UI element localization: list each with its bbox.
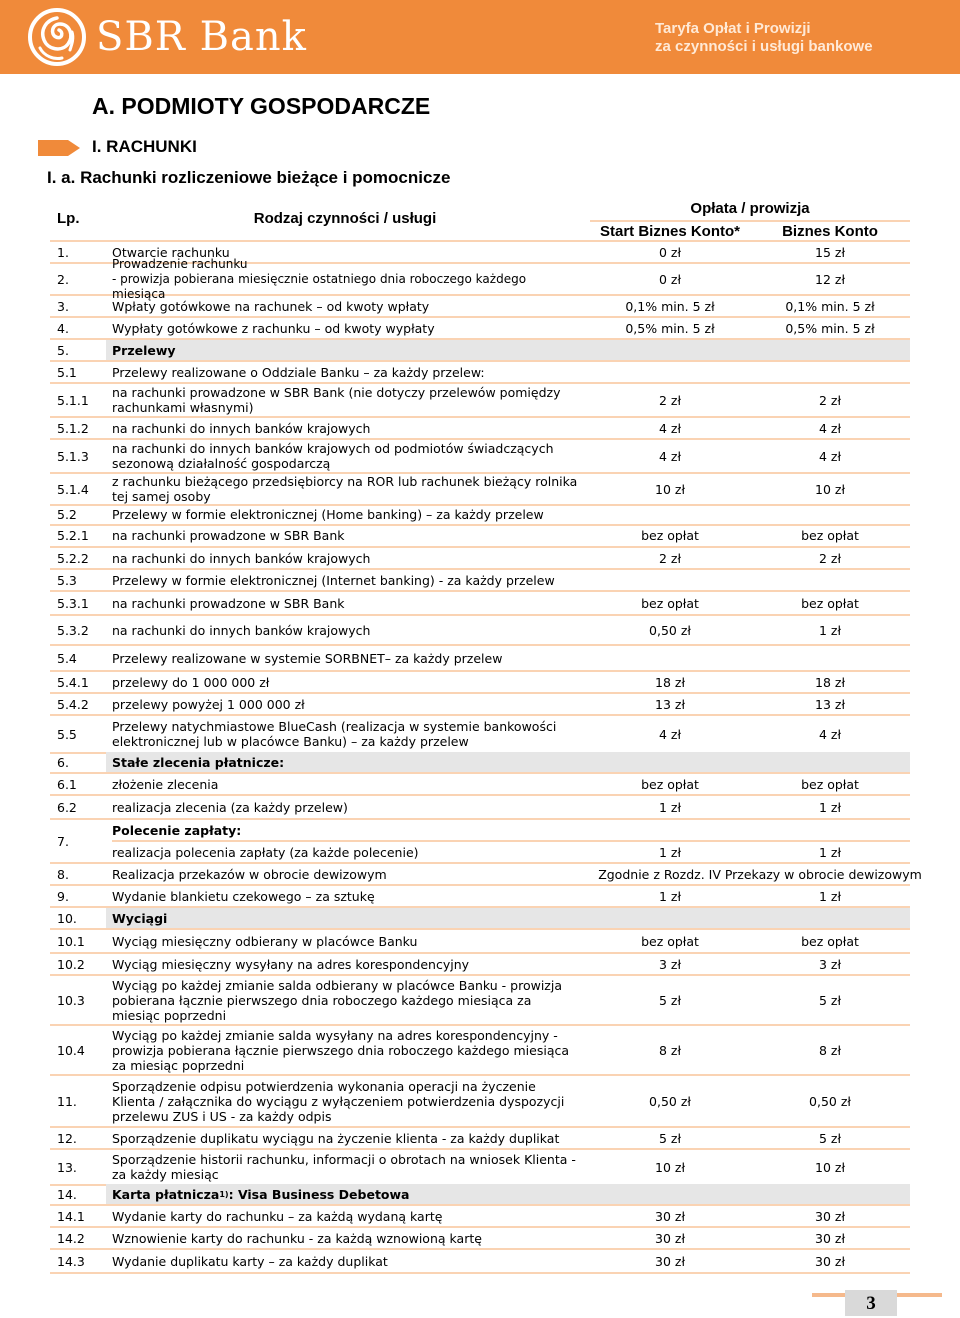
row-description: Prowadzenie rachunku - prowizja pobierana miesięcznie ostatniego dnia roboczego każdego miesiąca [112, 256, 527, 301]
table-row [50, 646, 910, 672]
table-row [50, 954, 910, 976]
table-section-row [50, 1184, 910, 1206]
table-row [50, 504, 910, 526]
row-description: Wznowienie karty do rachunku - za każdą wznowioną kartę [112, 1230, 482, 1246]
row-fee-biznes-konto: 0,50 zł [809, 1093, 851, 1109]
row-description: Wpłaty gotówkowe na rachunek – od kwoty wpłaty [112, 298, 430, 314]
row-lp: 14. [57, 1186, 77, 1202]
table-row [50, 842, 910, 862]
row-fee-biznes-konto: 4 zł [818, 726, 842, 742]
row-fee-start-biznes: 30 zł [655, 1208, 685, 1224]
row-lp: 5.4 [57, 650, 77, 666]
table-row-group [50, 820, 910, 864]
row-fee-start-biznes: 1 zł [658, 888, 682, 904]
row-fee-biznes-konto: bez opłat [801, 595, 859, 611]
row-fee-start-biznes: 0,5% min. 5 zł [625, 320, 715, 336]
table-section-row [50, 340, 910, 362]
table-row [50, 774, 910, 796]
row-fee-merged: Zgodnie z Rozdz. IV Przekazy w obrocie dewizowym [598, 866, 922, 882]
row-fee-biznes-konto: 12 zł [815, 271, 845, 287]
rose-logo-icon [26, 8, 88, 66]
row-lp: 3. [57, 298, 69, 314]
card-label: Karta płatnicza [112, 1186, 220, 1202]
row-fee-start-biznes: 10 zł [655, 481, 685, 497]
row-lp: 5.1 [57, 364, 77, 380]
row-fee-biznes-konto: 5 zł [818, 992, 842, 1008]
row-fee-start-biznes: 0,50 zł [649, 622, 691, 638]
row-lp: 2. [57, 271, 69, 287]
table-row [50, 296, 910, 318]
table-row [50, 672, 910, 694]
row-lp: 13. [57, 1159, 77, 1175]
row-description: na rachunki prowadzone w SBR Bank (nie dotyczy przelewów pomiędzy rachunkami własnymi) [112, 385, 561, 415]
row-description: Wypłaty gotówkowe z rachunku – od kwoty wypłaty [112, 320, 435, 336]
row-lp: 4. [57, 320, 69, 336]
row-fee-biznes-konto: bez opłat [801, 933, 859, 949]
row-fee-start-biznes: bez opłat [641, 595, 699, 611]
row-fee-start-biznes: 1 zł [658, 844, 682, 860]
row-fee-start-biznes: 0,1% min. 5 zł [625, 298, 715, 314]
table-row [50, 1250, 910, 1274]
row-description: Polecenie zapłaty: [112, 822, 242, 838]
table-row [50, 384, 910, 418]
table-row [50, 318, 910, 340]
row-fee-biznes-konto: 10 zł [815, 1159, 845, 1175]
row-lp: 5.3 [57, 572, 77, 588]
row-fee-biznes-konto: 10 zł [815, 481, 845, 497]
row-lp: 11. [57, 1093, 77, 1109]
row-fee-start-biznes: 4 zł [658, 448, 682, 464]
table-row [50, 616, 910, 646]
row-description: na rachunki prowadzone w SBR Bank [112, 595, 345, 611]
row-lp: 5.1.1 [57, 392, 89, 408]
page-header [0, 0, 960, 74]
row-fee-biznes-konto: 4 zł [818, 420, 842, 436]
row-lp: 5. [57, 342, 69, 358]
bank-name: SBR Bank [96, 14, 307, 60]
table-row [50, 930, 910, 954]
table-row [50, 548, 910, 570]
row-lp: 1. [57, 244, 69, 260]
row-description: Wyciąg po każdej zmianie salda odbierany w placówce Banku - prowizja pobierana łącznie pierwszego dnia roboczego każdego miesiąca za miesiąc poprzedni [112, 977, 563, 1023]
row-lp: 5.2 [57, 506, 77, 522]
row-lp: 10. [57, 910, 77, 926]
row-lp: 5.2.1 [57, 527, 89, 543]
row-lp: 6.1 [57, 776, 77, 792]
table-row [50, 1150, 910, 1186]
row-description: przelewy do 1 000 000 zł [112, 674, 270, 690]
table-row [50, 716, 910, 754]
table-row [50, 440, 910, 474]
row-fee-start-biznes: 0 zł [658, 271, 682, 287]
row-fee-biznes-konto: 18 zł [815, 674, 845, 690]
row-fee-biznes-konto: 4 zł [818, 448, 842, 464]
row-description: Wydanie duplikatu karty – za każdy duplikat [112, 1253, 388, 1269]
column-description-header: Rodzaj czynności / usługi [253, 210, 437, 227]
row-description: Przelewy w formie elektronicznej (Home banking) – za każdy przelew [112, 506, 544, 522]
table-row [50, 256, 910, 301]
row-description: realizacja polecenia zapłaty (za każde polecenie) [112, 844, 419, 860]
tagline-line-1: Taryfa Opłat i Prowizji [655, 20, 811, 37]
row-description: na rachunki do innych banków krajowych [112, 550, 371, 566]
row-lp: 5.3.1 [57, 595, 89, 611]
row-lp: 14.2 [57, 1230, 85, 1246]
table-row [50, 864, 922, 886]
table-row [50, 796, 910, 820]
table-row [50, 1206, 910, 1228]
row-lp: 5.4.2 [57, 696, 89, 712]
row-fee-biznes-konto: 13 zł [815, 696, 845, 712]
row-fee-start-biznes: 8 zł [658, 1042, 682, 1058]
row-description: przelewy powyżej 1 000 000 zł [112, 696, 305, 712]
row-description: złożenie zlecenia [112, 776, 219, 792]
row-lp: 10.4 [57, 1042, 85, 1058]
footnote-marker: 1) [219, 1189, 229, 1199]
row-lp: 5.5 [57, 726, 77, 742]
row-description: Wyciąg po każdej zmianie salda wysyłany na adres korespondencyjny - prowizja pobierana łącznie pierwszego dnia roboczego każdego miesiąca za miesiąc poprzedni [112, 1027, 570, 1073]
row-fee-start-biznes: 5 zł [658, 1130, 682, 1146]
row-fee-start-biznes: 30 zł [655, 1253, 685, 1269]
row-description: Realizacja przekazów w obrocie dewizowym [112, 866, 387, 882]
table-row [50, 474, 910, 506]
row-fee-start-biznes: 18 zł [655, 674, 685, 690]
row-fee-biznes-konto: 2 zł [818, 550, 842, 566]
row-fee-biznes-konto: bez opłat [801, 527, 859, 543]
row-fee-start-biznes: 4 zł [658, 726, 682, 742]
row-lp: 10.3 [57, 992, 85, 1008]
row-fee-biznes-konto: 2 zł [818, 392, 842, 408]
row-fee-start-biznes: 2 zł [658, 550, 682, 566]
table-row [50, 1228, 910, 1250]
table-row [50, 418, 910, 440]
subchapter-heading: I. a. Rachunki rozliczeniowe bieżące i pomocnicze [47, 168, 451, 187]
row-lp: 5.4.1 [57, 674, 89, 690]
row-fee-biznes-konto: 5 zł [818, 1130, 842, 1146]
table-row [50, 570, 910, 592]
row-fee-biznes-konto: 30 zł [815, 1253, 845, 1269]
row-lp: 8. [57, 866, 69, 882]
table-row [50, 1128, 910, 1150]
row-description: Wyciąg miesięczny odbierany w placówce Banku [112, 933, 418, 949]
row-lp: 9. [57, 888, 69, 904]
table-section-row [50, 908, 910, 930]
table-row [50, 886, 910, 908]
row-description: Stałe zlecenia płatnicze: [112, 754, 285, 770]
table-row [50, 1026, 910, 1076]
row-description: Wydanie karty do rachunku – za każdą wydaną kartę [112, 1208, 443, 1224]
row-fee-biznes-konto: 15 zł [815, 244, 845, 260]
row-fee-start-biznes: 30 zł [655, 1230, 685, 1246]
row-fee-biznes-konto: 8 zł [818, 1042, 842, 1058]
row-description: Przelewy [112, 342, 176, 358]
row-fee-biznes-konto: 0,5% min. 5 zł [785, 320, 875, 336]
table-section-row [50, 752, 910, 774]
row-fee-biznes-konto: 1 zł [818, 888, 842, 904]
row-lp: 10.2 [57, 956, 85, 972]
column-biznes-konto-header: Biznes Konto [782, 223, 878, 240]
table-row [50, 1076, 910, 1128]
document-tagline [655, 20, 955, 56]
row-lp: 7. [57, 833, 69, 849]
row-fee-start-biznes: 0 zł [658, 244, 682, 260]
row-lp: 5.2.2 [57, 550, 89, 566]
column-fee-group-header: Opłata / prowizja [590, 200, 910, 222]
row-description: Sporządzenie duplikatu wyciągu na życzenie klienta - za każdy duplikat [112, 1130, 560, 1146]
row-description: realizacja zlecenia (za każdy przelew) [112, 799, 348, 815]
row-description: Sporządzenie odpisu potwierdzenia wykonania operacji na życzenie Klienta / załącznika do wyciągu z wyłączeniem potwierdzenia dyspozycji przelewu ZUS i US - za każdy odpis [112, 1078, 565, 1124]
chapter-heading: I. RACHUNKI [92, 137, 197, 156]
row-fee-start-biznes: 10 zł [655, 1159, 685, 1175]
row-lp: 6. [57, 754, 69, 770]
row-description: Przelewy natychmiastowe BlueCash (realizacja w systemie bankowości elektronicznej lub w placówce Banku) – za każdy przelew [112, 719, 557, 749]
row-description: na rachunki do innych banków krajowych [112, 622, 371, 638]
row-fee-biznes-konto: 1 zł [818, 622, 842, 638]
row-fee-start-biznes: bez opłat [641, 527, 699, 543]
row-lp: 5.1.2 [57, 420, 89, 436]
row-fee-start-biznes: 13 zł [655, 696, 685, 712]
row-description: Przelewy realizowane w systemie SORBNET– za każdy przelew [112, 650, 503, 666]
row-lp: 10.1 [57, 933, 85, 949]
row-fee-biznes-konto: 1 zł [818, 799, 842, 815]
row-fee-start-biznes: 4 zł [658, 420, 682, 436]
table-row [50, 362, 910, 384]
section-heading: A. PODMIOTY GOSPODARCZE [92, 93, 431, 119]
row-fee-biznes-konto: bez opłat [801, 776, 859, 792]
table-row [50, 694, 910, 716]
row-fee-start-biznes: 5 zł [658, 992, 682, 1008]
row-lp: 6.2 [57, 799, 77, 815]
table-row [112, 820, 910, 842]
arrow-right-icon [38, 138, 82, 158]
row-description [112, 1184, 582, 1204]
row-description: na rachunki prowadzone w SBR Bank [112, 527, 345, 543]
row-description: na rachunki do innych banków krajowych [112, 420, 371, 436]
row-lp: 14.1 [57, 1208, 85, 1224]
row-description: Wydanie blankietu czekowego – za sztukę [112, 888, 375, 904]
row-description: z rachunku bieżącego przedsiębiorcy na ROR lub rachunek bieżący rolnika tej samej osoby [112, 474, 578, 504]
row-fee-start-biznes: 2 zł [658, 392, 682, 408]
table-row [50, 976, 910, 1026]
row-fee-biznes-konto: 30 zł [815, 1208, 845, 1224]
row-description: Sporządzenie historii rachunku, informacji o obrotach na wniosek Klienta - za każdy miesiąc [112, 1152, 576, 1182]
row-description: Przelewy realizowane o Oddziale Banku – za każdy przelew: [112, 364, 485, 380]
table-row [50, 592, 910, 616]
row-description: Wyciąg miesięczny wysyłany na adres korespondencyjny [112, 956, 470, 972]
table-row [50, 524, 910, 548]
card-type: : Visa Business Debetowa [228, 1186, 410, 1202]
tagline-line-2: za czynności i usługi bankowe [655, 38, 873, 55]
row-lp: 14.3 [57, 1253, 85, 1269]
row-description: na rachunki do innych banków krajowych od podmiotów świadczących sezonową działalność gospodarczą [112, 441, 554, 471]
row-fee-biznes-konto: 0,1% min. 5 zł [785, 298, 875, 314]
column-lp-header: Lp. [57, 210, 80, 227]
row-lp: 12. [57, 1130, 77, 1146]
row-fee-start-biznes: 1 zł [658, 799, 682, 815]
row-fee-start-biznes: bez opłat [641, 776, 699, 792]
row-fee-start-biznes: 0,50 zł [649, 1093, 691, 1109]
row-fee-biznes-konto: 30 zł [815, 1230, 845, 1246]
row-fee-biznes-konto: 1 zł [818, 844, 842, 860]
row-fee-start-biznes: 3 zł [658, 956, 682, 972]
row-description: Wyciągi [112, 910, 168, 926]
row-description: Przelewy w formie elektronicznej (Internet banking) - za każdy przelew [112, 572, 555, 588]
row-fee-biznes-konto: 3 zł [818, 956, 842, 972]
page-number: 3 [845, 1290, 897, 1316]
row-description: Otwarcie rachunku [112, 244, 230, 260]
row-fee-start-biznes: bez opłat [641, 933, 699, 949]
row-lp: 5.1.4 [57, 481, 89, 497]
row-lp: 5.1.3 [57, 448, 89, 464]
row-lp: 5.3.2 [57, 622, 89, 638]
column-start-biznes-header: Start Biznes Konto* [599, 223, 740, 240]
